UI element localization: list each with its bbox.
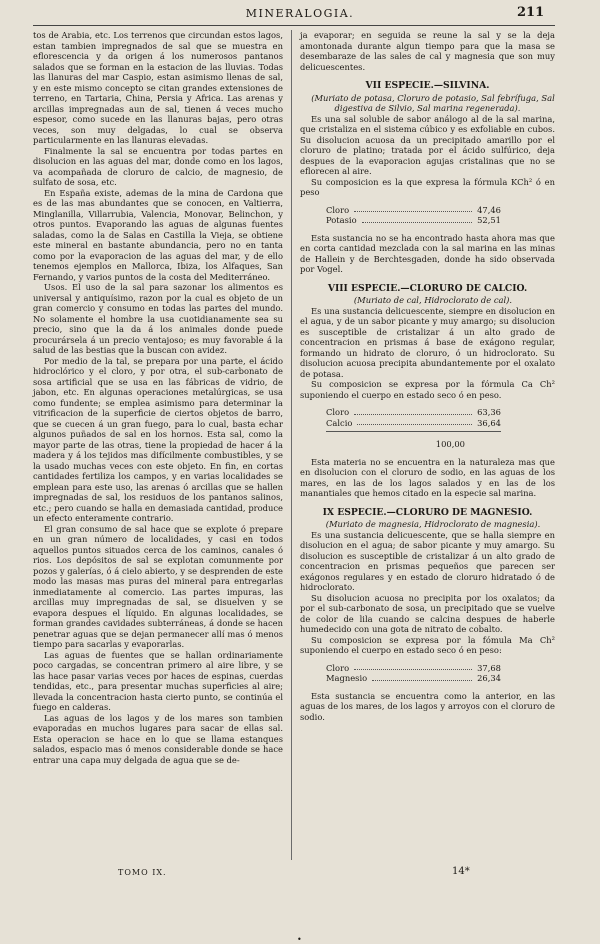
sum-rule <box>326 431 501 432</box>
composition-row <box>326 205 501 216</box>
header-rule <box>33 25 555 26</box>
element-name: Cloro <box>326 407 350 417</box>
composition-row <box>326 215 501 226</box>
composition-table <box>326 205 501 226</box>
section-synonyms: (Muriato de cal, Hidroclorato de cal). <box>353 295 513 305</box>
section-title: IX ESPECIE.—CLORURO DE MAGNESIO. <box>322 506 533 518</box>
leader-dots <box>362 215 473 223</box>
paragraph: El gran consumo de sal hace que se explote ó prepare en un gran número de localidades, y casi en todos aquellos puntos situados cerca de los caminos, canales ó rios. Los depósitos de sal se explotan comunmente por pozos y galerías, ó á cielo abierto, y se desprenden de este modo las masas mas puras del mineral para entregarlas inmediatamente al comercio. Las partes impuras, las arcillas muy impregnadas de sal, se disuelven y se evapora despues el líquido. En algunas localidades, se forman grandes cavidades subterráneas, á donde se hacen penetrar aguas que se dejan permanecer allí mas ó menos tiempo para sacarlas y evaporarlas. <box>33 523 283 649</box>
element-value: 26,34 <box>477 673 501 683</box>
column-divider <box>291 30 292 860</box>
composition-row <box>326 663 501 674</box>
section-synonyms: (Muriato de potasa, Cloruro de potasio, Sal febrífuga, Sal digestiva de Silvio, Sal marina regenerada). <box>311 92 555 113</box>
paragraph: Finalmente la sal se encuentra por todas partes en disolucion en las aguas del mar, donde como en los lagos, va acompañada de cloruro de calcio, de magnesio, de sulfato de sosa, etc. <box>33 145 283 187</box>
paragraph: Su disolucion acuosa no precipita por los oxalatos; da por el sub-carbonato de sosa, un precipitado que se vuelve de color de lila cuando se calcina despues de haberle humedecido con una gota de nitrato de cobalto. <box>300 592 555 634</box>
page-number: 211 <box>517 5 545 20</box>
paragraph: Las aguas de fuentes que se hallan ordinariamente poco cargadas, se concentran primero al aire libre, y se las hace pasar varias veces por haces de espinas, cuerdas tendidas, etc., para presentar muchas superficies al aire; llevada la concentracion hasta cierto punto, se continúa el fuego en calderas. <box>33 649 283 712</box>
paragraph: Es una sal soluble de sabor análogo al de la sal marina, que cristaliza en el sistema cúbico y es exfoliable en cubos. Su disolucion acuosa da un precipitado amarillo por el cloruro de platino; tratada por el ácido sulfúrico, deja despues de la evaporacion agujas cristalinas que no se eflorecen al aire. <box>300 113 555 176</box>
paragraph: Usos. El uso de la sal para sazonar los alimentos es universal y antiquísimo, razon por la cual es objeto de un gran comercio y consumo en todas las partes del mundo. No solamente el hombre la usa cuotidianamente sea su precio, sino que la da á los animales donde puede procurársela á un precio ventajoso; es muy favorable á la salud de las bestias que la buscan con avidez. <box>33 282 283 355</box>
right-column <box>300 30 555 722</box>
composition-row <box>326 673 501 684</box>
leader-dots <box>357 418 472 426</box>
paragraph: Es una sustancia delicuescente, siempre en disolucion en el agua, y de un sabor picante y muy amargo; su disolucion es susceptible de cristalizar á un alto grado de concentracion en prismas á base de exágono regular, formando un hidrato de cloruro, ó un hidroclorato. Su disolucion acuosa precipita abundantemente por el oxalato de potasa. <box>300 305 555 379</box>
element-name: Calcio <box>326 417 353 428</box>
composition-row <box>326 407 501 418</box>
element-value: 63,36 <box>477 407 501 417</box>
paragraph: Su composicion se expresa por la fómula Ma Ch² suponiendo el cuerpo en estado seco ó en peso: <box>300 634 555 655</box>
element-name: Cloro <box>326 204 350 215</box>
element-value: 37,68 <box>477 662 501 673</box>
paragraph: Su composicion se expresa por la fórmula Ca Ch² suponiendo el cuerpo en estado seco ó en peso. <box>300 379 555 400</box>
volume-label: TOMO IX. <box>118 868 167 877</box>
composition-total: 100,00 <box>435 439 465 449</box>
paragraph: Esta materia no se encuentra en la naturaleza mas que en disolucion con el cloruro de sodio, en las aguas de los mares, en las de los lagos salados y en las de los manantiales que hemos citado en la especie sal marina. <box>300 456 555 498</box>
element-name: Cloro <box>326 662 350 673</box>
element-name: Potasio <box>326 215 357 225</box>
paragraph: En España existe, ademas de la mina de Cardona que es de las mas abundantes que se conocen, en Valtierra, Minglanilla, Villarrubia, Valencia, Monovar, Belinchon, y otros puntos. Evaporando las aguas de algunas fuentes saladas, como la de Salas en Castilla la Vieja, se obtiene este mineral en bastante abundancia, pero no en tanta como por la evaporacion de las aguas del mar, y de ello tenemos ejemplos en Mallorca, Ibiza, los Alfaques, San Fernando, y varios puntos de la costa del Mediterráneo. <box>33 187 283 282</box>
paragraph: Las aguas de los lagos y de los mares son tambien evaporadas en muchos lugares para sacar de ellas sal. Esta operacion se hace en lo que se llama estanques salados, espacio mas ó menos considerable donde se hace entrar una capa muy delgada de agua que se de- <box>33 712 283 765</box>
paragraph: Por medio de la tal, se prepara por una parte, el ácido hidroclórico y el cloro, y por otra, el sub-carbonato de sosa artificial que se usa en las fábricas de vidrio, de jabon, etc. En algunas operaciones metalúrgicas, se usa como fundente; se emplea asimismo para determinar la vitrificacion de la superficie de ciertos objetos de barro, que se cuecen á un gran fuego, para lo cual, basta echar algunos puñados de sal en los hornos. Esta sal, como la mayor parte de las otras, tiene la propiedad de hacer á la madera y á los tejidos mas difícilmente combustibles, y se la usado muchas veces con este objeto. En fin, en cortas cantidades fertiliza los campos, y en varias localidades se emplean para este uso, las arenas ó arcillas que se hallen impregnadas de sal, los residuos de los pantanos salinos, etc.; pero cuando se halla en demasiada cantidad, produce un efecto enteramente contrario. <box>33 355 283 523</box>
section-title: VIII ESPECIE.—CLORURO DE CALCIO. <box>327 282 528 294</box>
leader-dots <box>354 205 472 213</box>
leader-dots <box>354 407 472 415</box>
bottom-mark: • <box>297 935 302 944</box>
element-value: 47,46 <box>477 204 501 215</box>
composition-table <box>326 407 501 432</box>
element-value: 36,64 <box>477 417 501 428</box>
paragraph: ja evaporar; en seguida se reune la sal y se la deja amontonada durante algun tiempo para que la masa se desembaraze de las sales de cal y magnesia que son muy delicuescentes. <box>300 30 555 72</box>
paragraph: Es una sustancia delicuescente, que se halla siempre en disolucion en el agua; de sabor picante y muy amargo. Su disolucion es susceptible de cristalizar á un alto grado de concentracion en prismas pequeños que parecen ser exágonos regulares y en estado de cloruro hidratado ó de hidroclorato. <box>300 529 555 592</box>
running-head: MINERALOGIA. <box>245 7 355 20</box>
paragraph: Esta sustancia se encuentra como la anterior, en las aguas de los mares, de los lagos y arroyos con el cloruro de sodio. <box>300 690 555 722</box>
element-name: Magnesio <box>326 673 368 683</box>
paragraph: tos de Arabia, etc. Los terrenos que circundan estos lagos, estan tambien impregnados de sal que se muestra en eflorescencia y da origen á los numerosos pantanos salados que se forman en la estacion de las lluvias. Todas las llanuras del mar Caspio, estan asimismo llenas de sal, y en este mismo concepto se citan grandes extensiones de terreno, en Tartaria, China, Persia y Africa. Las arenas y arcillas impregnadas aun de sal, tienen á veces mucho espesor, como sucede en las llanuras bajas, pero otras veces, son muy delgadas, lo cual se observa particularmente en las llanuras elevadas. <box>33 30 283 145</box>
section-synonyms: (Muriato de magnesia, Hidroclorato de magnesia). <box>325 519 541 529</box>
section-title: VII ESPECIE.—SILVINA. <box>365 80 490 91</box>
signature-mark: 14* <box>452 866 470 877</box>
leader-dots <box>372 673 472 681</box>
left-column <box>33 30 283 765</box>
leader-dots <box>354 663 472 671</box>
paragraph: Su composicion es la que expresa la fórmula KCh² ó en peso <box>300 176 555 197</box>
composition-table <box>326 663 501 684</box>
composition-row <box>326 418 501 429</box>
paragraph: Esta sustancia no se ha encontrado hasta ahora mas que en corta cantidad mezclada con la sal marina en las minas de Hallein y de Berchtesgaden, donde ha sido observada por Vogel. <box>300 232 555 274</box>
element-value: 52,51 <box>477 215 501 225</box>
